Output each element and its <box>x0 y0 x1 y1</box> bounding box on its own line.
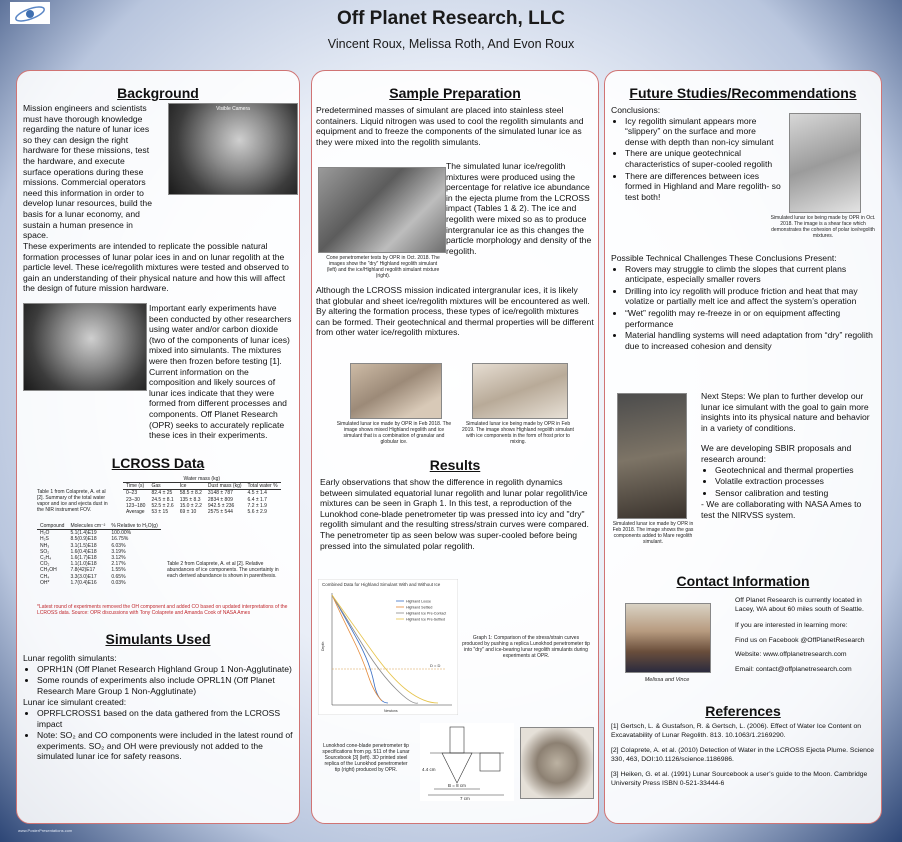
mare-ice-image <box>617 393 687 519</box>
table-cell: 6.03% <box>111 542 126 549</box>
graph-title: Combined Data for Highland Simulant With and Without Ice <box>322 582 441 587</box>
table-row <box>123 490 281 497</box>
table-cell: H₂O <box>40 530 50 537</box>
sbir-label: We are developing SBIR proposals and research around: <box>701 443 852 464</box>
table-cell: 6.4 ± 1.7 <box>247 496 267 503</box>
results-heading: Results <box>429 457 481 473</box>
contact-email-link[interactable]: Email: contact@offplanetresearch.com <box>735 665 852 673</box>
table-cell: 0–23 <box>126 490 138 497</box>
table-cell: 24.5 ± 8.1 <box>151 496 174 503</box>
table-cell: SO₂ <box>40 548 50 555</box>
table-cell: CH₃OH <box>40 567 57 574</box>
table-header-cell: Time (s) <box>123 483 148 490</box>
simulants-section <box>23 653 295 763</box>
challenge-item: • Rovers may struggle to climb the slopes that current plans anticipate, especially smaller rovers <box>625 264 877 285</box>
table-cell: 8.5(0.9)E18 <box>70 536 97 543</box>
table-header-cell: Ice <box>177 483 205 490</box>
table-cell: 942.5 ± 236 <box>207 502 235 509</box>
ice-simulant-label: Lunar ice simulant created: <box>23 697 127 708</box>
background-para3: Important early experiments have been conducted by other researchers using water and/or carbon dioxide (two of the components of lunar ices) mixed into simulants. The mixtures were then frozen before testing [1]. Current information on the composition and likely sources of lunar ices indicate that they were formed from different processes and components. Off Planet Research (OPR) seeks to accurately replicate these ices in their experiments. <box>149 303 292 441</box>
table-cell: C₂H₄ <box>40 555 52 562</box>
background-heading: Background <box>117 85 199 101</box>
lunar-simulant-item: • OPRH1N (Off Planet Research Highland Group 1 Non-Agglutinate) <box>37 664 295 675</box>
table-cell: 58.5 ± 8.2 <box>179 490 202 497</box>
sample-prep-para2: The simulated lunar ice/regolith mixtures were produced using the percentage for relative ice abundance in the ejecta plume from the LCROSS impact (Tables 1 & 2). The ice and regolith were mixed so as to produce intergranular ice as this changes the particle morphology and density of the regolith. <box>446 161 592 256</box>
ice-simulant-item: • Note: SO₂ and CO components were included in the latest round of experiments. SO₂ and OH were previously not added to the simulated lunar ice for safety reasons. <box>37 730 295 762</box>
sbir-list <box>701 465 877 499</box>
challenges-section <box>611 253 877 352</box>
graph-ylabel: Depth <box>321 641 325 651</box>
challenge-item: • Material handling systems will need adaptation from “dry” regolith due to increased cohesion and density <box>625 330 877 351</box>
simulants-heading: Simulants Used <box>105 631 211 647</box>
left-column <box>16 70 300 824</box>
lcross-heading: LCROSS Data <box>111 455 205 471</box>
lcross-table1-caption: Table 1 from Colaprete, A. et al [2]. Summary of the total water vapor and ice and ejecta dust in the NIR instrument FOV. <box>37 489 108 513</box>
conclusions-section <box>611 105 781 203</box>
table-header-cell: Dust mass (kg) <box>205 483 245 490</box>
steel-tip-photo <box>520 727 594 799</box>
table-cell: 1.55% <box>111 567 126 574</box>
granular-ice-image <box>350 363 442 419</box>
nasa-note: - We are collaborating with NASA Ames to test the NIRVSS system. <box>701 499 862 520</box>
table-cell: CH₄ <box>40 573 50 580</box>
contact-details <box>735 597 877 675</box>
mare-ice-caption: Simulated lunar ice made by OPR in Feb 2018. The image shows the gas components added to Mare regolith simulant. <box>612 521 694 545</box>
future-heading: Future Studies/Recommendations <box>629 85 857 101</box>
table1-title: Water mass (kg) <box>123 476 281 483</box>
table-cell: 3.3(3.0)E17 <box>70 573 97 580</box>
poster-authors: Vincent Roux, Melissa Roth, And Evon Roux <box>327 37 575 51</box>
founders-caption: Melissa and Vince <box>644 677 690 683</box>
table-header-cell: % Relative to H₂O(g) <box>108 523 160 530</box>
background-para1: Mission engineers and scientists must have thorough knowledge regarding the nature of lunar ices so they can design the right hardware for these missions, test the hardware, and execute surface operations during these missions. Commercial operators need this information in order to develop lunar resources, build the basis for a lunar economy, and sustain a human presence in space. <box>23 103 152 241</box>
lunar-simulants-list <box>23 664 295 697</box>
background-para2: These experiments are intended to replicate the possible natural formation processes of lunar polar ices in and on lunar regolith at the particle level. These ice/regolith mixtures were tested and observed to gain an understanding of their physical nature and how this will affect the design of future mission hardware. <box>23 241 289 294</box>
poster-header <box>0 0 902 66</box>
table-cell: NH₃ <box>40 542 50 549</box>
table-cell: 3.1(1.5)E18 <box>70 542 97 549</box>
tip-diagram <box>420 723 514 801</box>
challenges-label: Possible Technical Challenges These Conclusions Present: <box>611 253 837 263</box>
legend-label: Highland Ice Pre-Contact <box>406 611 447 616</box>
table-cell: 69 ± 10 <box>179 509 197 516</box>
next-steps-section <box>701 391 877 521</box>
table-cell: 2834 ± 809 <box>207 496 233 503</box>
table-cell: 3.19% <box>111 548 126 555</box>
sbir-item: • Geotechnical and thermal properties <box>715 465 877 476</box>
sample-prep-heading: Sample Preparation <box>389 85 521 101</box>
table-cell: Average <box>126 509 145 516</box>
table-header-cell: Total water % <box>245 483 281 490</box>
table-cell: 16.75% <box>111 536 129 543</box>
footer-credit: www.PosterPresentations.com <box>18 828 73 833</box>
table-cell: 5.6 ± 2.9 <box>247 509 267 516</box>
table-cell: OH* <box>40 579 50 586</box>
table-cell: 123–180 <box>126 502 146 509</box>
conclusion-item: • There are unique geotechnical characteristics of super-cooled regolith <box>625 148 781 169</box>
ice-simulant-list <box>23 708 295 762</box>
lcross-spacecraft-image <box>23 303 147 391</box>
conclusion-item: • Icy regolith simulant appears more “slippery” on the surface and more dense with depth than non-icy simulant <box>625 116 781 148</box>
founders-photo <box>625 603 711 673</box>
table-cell: 5.1(1.4)E19 <box>70 530 97 537</box>
table-cell: 1.6(0.4)E18 <box>70 548 97 555</box>
lcross-note: *Latest round of experiments removed the OH component and added CO based on updated interpretations of the LCROSS data. Source: OPR discussions with Tony Colaprete and Amanda Cook of NASA Ames <box>37 604 288 616</box>
table-cell: 1.6(1.7)E18 <box>70 555 97 562</box>
challenge-item: • Drilling into icy regolith will produce friction and heat that may volatize or partially melt ice and affect the system’s operation <box>625 286 877 307</box>
table-row <box>37 530 161 537</box>
table-cell: 0.03% <box>111 579 126 586</box>
sample-prep-para3: Although the LCROSS mission indicated intergranular ices, it is likely that globular and sheet ice/regolith mixtures will be encountered as well. By altering the formation process, these types of ice/regolith mixtures can be formed. Their geotechnical and thermal properties will be different from other water ice/regolith mixtures. <box>316 285 594 338</box>
conclusion-item: • There are differences between ices formed in Highland and Mare regolith- so test both! <box>625 171 781 203</box>
contact-learn-more: If you are interested in learning more: <box>735 622 848 630</box>
table-cell: 82.4 ± 25 <box>151 490 173 497</box>
sbir-item: • Sensor calibration and testing <box>715 488 877 499</box>
references-heading: References <box>705 703 781 719</box>
table-cell: 15.0 ± 2.2 <box>179 502 202 509</box>
visible-camera-label: Visible Camera <box>216 106 250 112</box>
tip-dim-height: 4.4 cm <box>422 767 436 772</box>
graph-marker-label: D = D <box>430 663 441 668</box>
contact-website-link[interactable]: Website: www.offplanetresearch.com <box>735 651 847 659</box>
table-cell: 53 ± 15 <box>151 509 169 516</box>
table-cell: CO₂ <box>40 561 50 568</box>
lunar-crater-image <box>168 103 298 195</box>
table-cell: 3.12% <box>111 555 126 562</box>
table-cell: 135 ± 8.3 <box>179 496 201 503</box>
table-cell: 100.00% <box>111 530 132 537</box>
table-header-cell: Compound <box>37 523 67 530</box>
legend-label: Highland Settled <box>406 605 433 610</box>
references-list <box>611 723 877 796</box>
right-column <box>604 70 882 824</box>
poster-title: Off Planet Research, LLC <box>336 8 566 29</box>
legend-label: Highland Loose <box>406 599 431 604</box>
penetrometer-test-caption: Cone penetrometer tests by OPR in Oct. 2018. The images show the "dry" Highland regolith simulant (left) and the ice/Highland regolith simulant mixture (right). <box>326 255 440 279</box>
shear-face-caption: Simulated lunar ice being made by OPR in Oct. 2018. The image is a shear face which demonstrates the cohesion of polar ice/regolith mixtures. <box>770 215 876 239</box>
frost-ice-caption: Simulated lunar ice being made by OPR in Feb 2019. The image shows Highland regolith simulant with ice components in the form of frost prior to mixing. <box>462 421 574 445</box>
table-cell: 7.8(42)E17 <box>70 567 96 574</box>
table-cell: 0.65% <box>111 573 126 580</box>
table-cell: 7.2 ± 1.9 <box>247 502 267 509</box>
table-cell: 3148 ± 787 <box>207 490 233 497</box>
contact-heading: Contact Information <box>676 573 810 589</box>
sample-prep-para1: Predetermined masses of simulant are placed into stainless steel containers. Liquid nitrogen was used to cool the regolith simulants and equipment and to freeze the components of the simulated lunar ice as they were mixed into the regolith simulants. <box>316 105 584 147</box>
reference-item: [1] Gertsch, L. & Gustafson, R. & Gertsch, L. (2006). Effect of Water Ice Content on Excavatability of Lunar Regolith. 813. 10.1063/1.2169290. <box>611 723 862 739</box>
lcross-table1 <box>123 476 281 515</box>
graph-caption: Graph 1: Comparison of the stress/strain curves produced by pushing a replica Lunokhod penetrometer tip into "dry" and ice-bearing lunar regolith simulants during experiments at OPR. <box>462 635 590 659</box>
frost-ice-image <box>472 363 568 419</box>
next-steps-text: Next Steps: We plan to further develop our lunar ice simulant with the goal to gain more insights into its physical nature and behavior in a variety of conditions. <box>701 391 870 433</box>
table-cell: 23–30 <box>126 496 140 503</box>
penetrometer-test-image <box>318 167 446 253</box>
tip-caption: Lunokhod cone-blade penetrometer tip specifications from pg. 511 of the Lunar Sourcebook [3] (left). 3D printed steel replica of the Lunokhod penetrometer tip (right) produced by OPR. <box>322 743 410 773</box>
table-header-cell: Molecules cm⁻² <box>67 523 108 530</box>
conclusions-label: Conclusions: <box>611 105 661 115</box>
table-cell: 1.7(0.4)E16 <box>70 579 97 586</box>
tip-dim-width: 7 cm <box>460 796 470 801</box>
table-cell: 2.17% <box>111 561 126 568</box>
tip-dim-base: B = 8 cm <box>448 783 466 788</box>
granular-ice-caption: Simulated lunar ice made by OPR in Feb 2018. The image shows mixed Highland regolith and ice simulant that is a combination of granular and globular ice. <box>336 421 452 445</box>
table-row <box>37 580 161 586</box>
contact-location: Off Planet Research is currently located in Lacey, WA about 60 miles south of Seattle. <box>735 597 864 613</box>
table-cell: H₂S <box>40 536 49 543</box>
table-header-cell: Gas <box>148 483 176 490</box>
challenges-list <box>611 264 877 352</box>
middle-column <box>311 70 599 824</box>
lunar-simulants-label: Lunar regolith simulants: <box>23 653 117 663</box>
table-cell: 4.5 ± 1.4 <box>247 490 267 497</box>
challenge-item: • “Wet” regolith may re-freeze in or on equipment affecting performance <box>625 308 877 329</box>
stress-strain-graph <box>318 579 458 715</box>
lunar-simulant-item: • Some rounds of experiments also include OPRL1N (Off Planet Research Mare Group 1 Non-Agglutinate) <box>37 675 295 696</box>
lcross-table2-caption: Table 2 from Colaprete, A. et al [2]. Relative abundances of ice components. The uncertainty in each derived abundance is shown in parenthesis. <box>167 561 279 579</box>
table-row <box>123 509 281 515</box>
shear-face-image <box>789 113 861 213</box>
table-cell: 2575 ± 544 <box>207 509 233 516</box>
ice-simulant-item: • OPRFLCROSS1 based on the data gathered from the LCROSS impact <box>37 708 295 729</box>
results-para: Early observations that show the difference in regolith dynamics between simulated equatorial lunar regolith and lunar polar regolith/ice mixtures can be seen in Graph 1. In this test, a reproduction of the Lunokhod cone-blade penetrometer tip was pressed into icy and "dry" regolith simulant and the resulting stress/strain curves were compared. The penetrometer tip as seen below was super-cooled before being pressed into the simulated polar regolith. <box>320 477 589 551</box>
table-cell: 1.1(1.0)E18 <box>70 561 97 568</box>
table-cell: 52.5 ± 2.6 <box>151 502 174 509</box>
lcross-table2 <box>37 523 161 586</box>
contact-facebook-link[interactable]: Find us on Facebook @OffPlanetResearch <box>735 636 865 644</box>
reference-item: [2] Colaprete, A. et al. (2010) Detection of Water in the LCROSS Ejecta Plume. Science 330, 463, DOI:10.1126/science.1186986. <box>611 747 875 763</box>
legend-label: Highland Ice Pre-Settled <box>406 617 445 622</box>
reference-item: [3] Heiken, G. et al. (1991) Lunar Sourcebook a user’s guide to the Moon. Cambridge University Press ISBN 0-521-33444-6 <box>611 771 868 787</box>
sbir-item: • Volatile extraction processes <box>715 476 877 487</box>
graph-xlabel: Newtons <box>384 709 398 713</box>
conclusions-list <box>611 116 781 203</box>
